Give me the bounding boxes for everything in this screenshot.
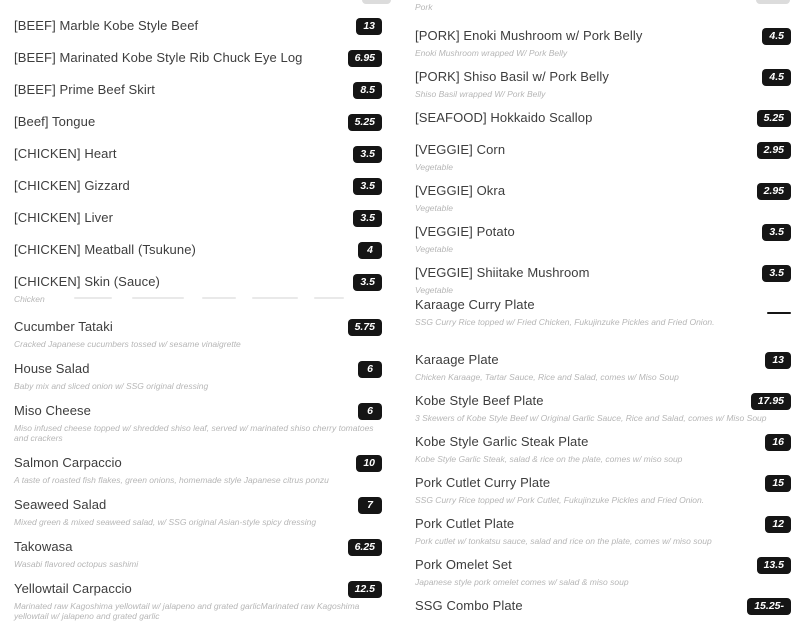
menu-item-row[interactable] bbox=[415, 141, 791, 172]
menu-item-description: Kobe Style Garlic Steak, salad & rice on the plate, comes w/ miso soup bbox=[415, 454, 683, 464]
price-badge: 12.5 bbox=[348, 581, 382, 598]
menu-item-description: SSG Curry Rice topped w/ Fried Chicken, Fukujinzuke Pickles and Fried Onion. bbox=[415, 317, 715, 327]
menu-item-row[interactable] bbox=[415, 597, 791, 615]
menu-item-head bbox=[14, 209, 382, 227]
price-badge: 6.25 bbox=[348, 539, 382, 556]
menu-item-row[interactable] bbox=[415, 109, 791, 127]
menu-item-title: [CHICKEN] Skin (Sauce) bbox=[14, 274, 160, 289]
menu-item-head bbox=[14, 17, 382, 35]
menu-item-head bbox=[14, 145, 382, 163]
price-badge: 6.95 bbox=[348, 50, 382, 67]
menu-item-row[interactable] bbox=[415, 264, 791, 295]
menu-item-description: Vegetable bbox=[415, 285, 453, 295]
menu-item-head bbox=[14, 113, 382, 131]
menu-item-title: [CHICKEN] Heart bbox=[14, 146, 117, 161]
menu-item-description: Marinated raw Kagoshima yellowtail w/ jalapeno and grated garlicMarinated raw Kagoshima yellowtail w/ jalapeno and grated garlic bbox=[14, 601, 360, 621]
menu-item-title: Pork Omelet Set bbox=[415, 557, 512, 572]
menu-item-head bbox=[14, 454, 382, 472]
price-badge: 5.25 bbox=[348, 114, 382, 131]
menu-item-head bbox=[415, 264, 791, 282]
menu-item-head bbox=[415, 68, 791, 86]
menu-item-row[interactable] bbox=[14, 360, 382, 391]
menu-item-title: House Salad bbox=[14, 361, 90, 376]
menu-item-title: [VEGGIE] Potato bbox=[415, 224, 515, 239]
menu-item-row[interactable] bbox=[415, 556, 791, 587]
price-badge: 12 bbox=[765, 516, 791, 533]
menu-item-head bbox=[14, 81, 382, 99]
menu-item-description: Chicken Karaage, Tartar Sauce, Rice and Salad, comes w/ Miso Soup bbox=[415, 372, 679, 382]
menu-item-description: SSG Curry Rice topped w/ Pork Cutlet, Fukujinzuke Pickles and Fried Onion. bbox=[415, 495, 705, 505]
price-badge: 13 bbox=[765, 352, 791, 369]
menu-item-title: [PORK] Enoki Mushroom w/ Pork Belly bbox=[415, 28, 643, 43]
menu-item-row[interactable] bbox=[415, 515, 791, 546]
menu-item-description: Pork cutlet w/ tonkatsu sauce, salad and rice on the plate, comes w/ miso soup bbox=[415, 536, 712, 546]
menu-item-title: Kobe Style Garlic Steak Plate bbox=[415, 434, 589, 449]
menu-item-title: Karaage Plate bbox=[415, 352, 499, 367]
price-badge: 8.5 bbox=[353, 82, 382, 99]
menu-item-row[interactable] bbox=[14, 273, 382, 304]
menu-item-head bbox=[14, 49, 382, 67]
menu-item-title: [BEEF] Marinated Kobe Style Rib Chuck Eye Log bbox=[14, 50, 303, 65]
menu-item-description: Vegetable bbox=[415, 203, 453, 213]
menu-item-description: Cracked Japanese cucumbers tossed w/ sesame vinaigrette bbox=[14, 339, 241, 349]
menu-item-head bbox=[415, 223, 791, 241]
price-badge: 10 bbox=[356, 455, 382, 472]
menu-item-title: [PORK] Shiso Basil w/ Pork Belly bbox=[415, 69, 609, 84]
price-badge: 13 bbox=[356, 18, 382, 35]
menu-item-row[interactable] bbox=[415, 297, 791, 327]
menu-item-row[interactable] bbox=[14, 81, 382, 99]
clipped-item-description: Pork bbox=[415, 2, 433, 12]
menu-item-title: Kobe Style Beef Plate bbox=[415, 393, 544, 408]
menu-item-row[interactable] bbox=[415, 474, 791, 505]
menu-item-title: Yellowtail Carpaccio bbox=[14, 581, 132, 596]
menu-item-row[interactable] bbox=[415, 351, 791, 382]
menu-item-row[interactable] bbox=[415, 223, 791, 254]
price-badge: 2.95 bbox=[757, 142, 791, 159]
menu-item-row[interactable] bbox=[14, 209, 382, 227]
menu-item-description: Wasabi flavored octopus sashimi bbox=[14, 559, 139, 569]
menu-item-title: SSG Combo Plate bbox=[415, 598, 523, 613]
price-badge bbox=[767, 312, 791, 314]
price-badge: 16 bbox=[765, 434, 791, 451]
menu-item-row[interactable] bbox=[14, 17, 382, 35]
menu-item-title: [BEEF] Prime Beef Skirt bbox=[14, 82, 156, 97]
menu-item-title: Cucumber Tataki bbox=[14, 319, 113, 334]
menu-item-row[interactable] bbox=[14, 496, 382, 527]
menu-item-row[interactable] bbox=[415, 182, 791, 213]
menu-item-description: Mixed green & mixed seaweed salad, w/ SSG original Asian-style spicy dressing bbox=[14, 517, 317, 527]
menu-item-head bbox=[415, 109, 791, 127]
menu-item-title: [VEGGIE] Okra bbox=[415, 183, 506, 198]
menu-item-row[interactable] bbox=[14, 177, 382, 195]
menu-item-head bbox=[415, 141, 791, 159]
price-badge: 4.5 bbox=[762, 28, 791, 45]
menu-item-title: Karaage Curry Plate bbox=[415, 297, 535, 312]
menu-column-left bbox=[14, 0, 382, 632]
menu-item-description: Baby mix and sliced onion w/ SSG original dressing bbox=[14, 381, 209, 391]
menu-item-description: Japanese style pork omelet comes w/ salad & miso soup bbox=[415, 577, 629, 587]
menu-item-title: [SEAFOOD] Hokkaido Scallop bbox=[415, 110, 593, 125]
menu-item-title: Pork Cutlet Plate bbox=[415, 516, 515, 531]
menu-item-title: [CHICKEN] Liver bbox=[14, 210, 114, 225]
menu-item-head bbox=[14, 402, 382, 420]
menu-item-title: [CHICKEN] Gizzard bbox=[14, 178, 130, 193]
menu-item-title: Seaweed Salad bbox=[14, 497, 107, 512]
menu-column-right bbox=[415, 0, 791, 629]
price-badge: 3.5 bbox=[762, 265, 791, 282]
menu-item-row[interactable] bbox=[415, 392, 791, 423]
menu-item-head bbox=[14, 538, 382, 556]
menu-item-title: [CHICKEN] Meatball (Tsukune) bbox=[14, 242, 196, 257]
menu-item-head bbox=[415, 433, 791, 451]
price-badge: 3.5 bbox=[353, 210, 382, 227]
menu-item-head bbox=[415, 182, 791, 200]
price-badge: 15 bbox=[765, 475, 791, 492]
menu-item-head bbox=[415, 474, 791, 492]
menu-item-head bbox=[14, 318, 382, 336]
menu-item-description: Enoki Mushroom wrapped W/ Pork Belly bbox=[415, 48, 568, 58]
price-badge: 13.5 bbox=[757, 557, 791, 574]
menu-item-row[interactable] bbox=[14, 402, 382, 443]
menu-item-title: Salmon Carpaccio bbox=[14, 455, 122, 470]
menu-item-head bbox=[14, 496, 382, 514]
menu-item-row[interactable] bbox=[415, 68, 791, 99]
menu-item-head bbox=[14, 273, 382, 291]
menu-item-title: Miso Cheese bbox=[14, 403, 91, 418]
menu-item-head bbox=[415, 515, 791, 533]
menu-item-head bbox=[14, 177, 382, 195]
menu-item-description: Vegetable bbox=[415, 244, 453, 254]
menu-item-row[interactable] bbox=[14, 241, 382, 259]
menu-item-row[interactable] bbox=[14, 454, 382, 485]
menu-item-head bbox=[14, 360, 382, 378]
menu-item-row[interactable] bbox=[415, 433, 791, 464]
price-badge: 7 bbox=[358, 497, 382, 514]
price-badge: 5.75 bbox=[348, 319, 382, 336]
menu-item-description: Shiso Basil wrapped W/ Pork Belly bbox=[415, 89, 546, 99]
price-badge: 15.25- bbox=[747, 598, 791, 615]
menu-item-title: [BEEF] Marble Kobe Style Beef bbox=[14, 18, 199, 33]
price-badge: 4.5 bbox=[762, 69, 791, 86]
price-badge: 3.5 bbox=[353, 178, 382, 195]
price-badge: 3.5 bbox=[353, 146, 382, 163]
menu-item-head bbox=[415, 297, 791, 314]
menu-item-title: Takowasa bbox=[14, 539, 73, 554]
menu-item-head bbox=[415, 392, 791, 410]
menu-item-row[interactable] bbox=[415, 27, 791, 58]
menu-item-description: Chicken bbox=[14, 294, 45, 304]
menu-item-row[interactable] bbox=[14, 49, 382, 67]
price-badge: 5.25 bbox=[757, 110, 791, 127]
menu-item-head bbox=[415, 597, 791, 615]
price-badge: 4 bbox=[358, 242, 382, 259]
menu-item-row[interactable] bbox=[14, 538, 382, 569]
menu-item-head bbox=[14, 241, 382, 259]
menu-item-title: Pork Cutlet Curry Plate bbox=[415, 475, 551, 490]
price-badge: 3.5 bbox=[353, 274, 382, 291]
menu-item-description: 3 Skewers of Kobe Style Beef w/ Original Garlic Sauce, Rice and Salad, comes w/ Miso Soup bbox=[415, 413, 767, 423]
price-badge: 3.5 bbox=[762, 224, 791, 241]
menu-item-head bbox=[14, 580, 382, 598]
menu-item-head bbox=[415, 27, 791, 45]
price-badge: 6 bbox=[358, 403, 382, 420]
menu-item-row[interactable] bbox=[14, 145, 382, 163]
price-badge: 6 bbox=[358, 361, 382, 378]
price-badge: 17.95 bbox=[751, 393, 791, 410]
menu-item-row[interactable] bbox=[14, 113, 382, 131]
menu-item-title: [VEGGIE] Corn bbox=[415, 142, 506, 157]
menu-item-title: [VEGGIE] Shiitake Mushroom bbox=[415, 265, 590, 280]
menu-item-title: [Beef] Tongue bbox=[14, 114, 96, 129]
menu-item-head bbox=[415, 351, 791, 369]
menu-item-head bbox=[415, 556, 791, 574]
menu-item-row[interactable] bbox=[14, 580, 382, 621]
price-badge: 2.95 bbox=[757, 183, 791, 200]
menu-item-description: Vegetable bbox=[415, 162, 453, 172]
menu-item-description: A taste of roasted fish flakes, green onions, homemade style Japanese citrus ponzu bbox=[14, 475, 329, 485]
menu-item-description: Miso infused cheese topped w/ shredded shiso leaf, served w/ marinated shiso cherry tomatoes and crackers bbox=[14, 423, 374, 443]
menu-item-row[interactable] bbox=[14, 318, 382, 349]
